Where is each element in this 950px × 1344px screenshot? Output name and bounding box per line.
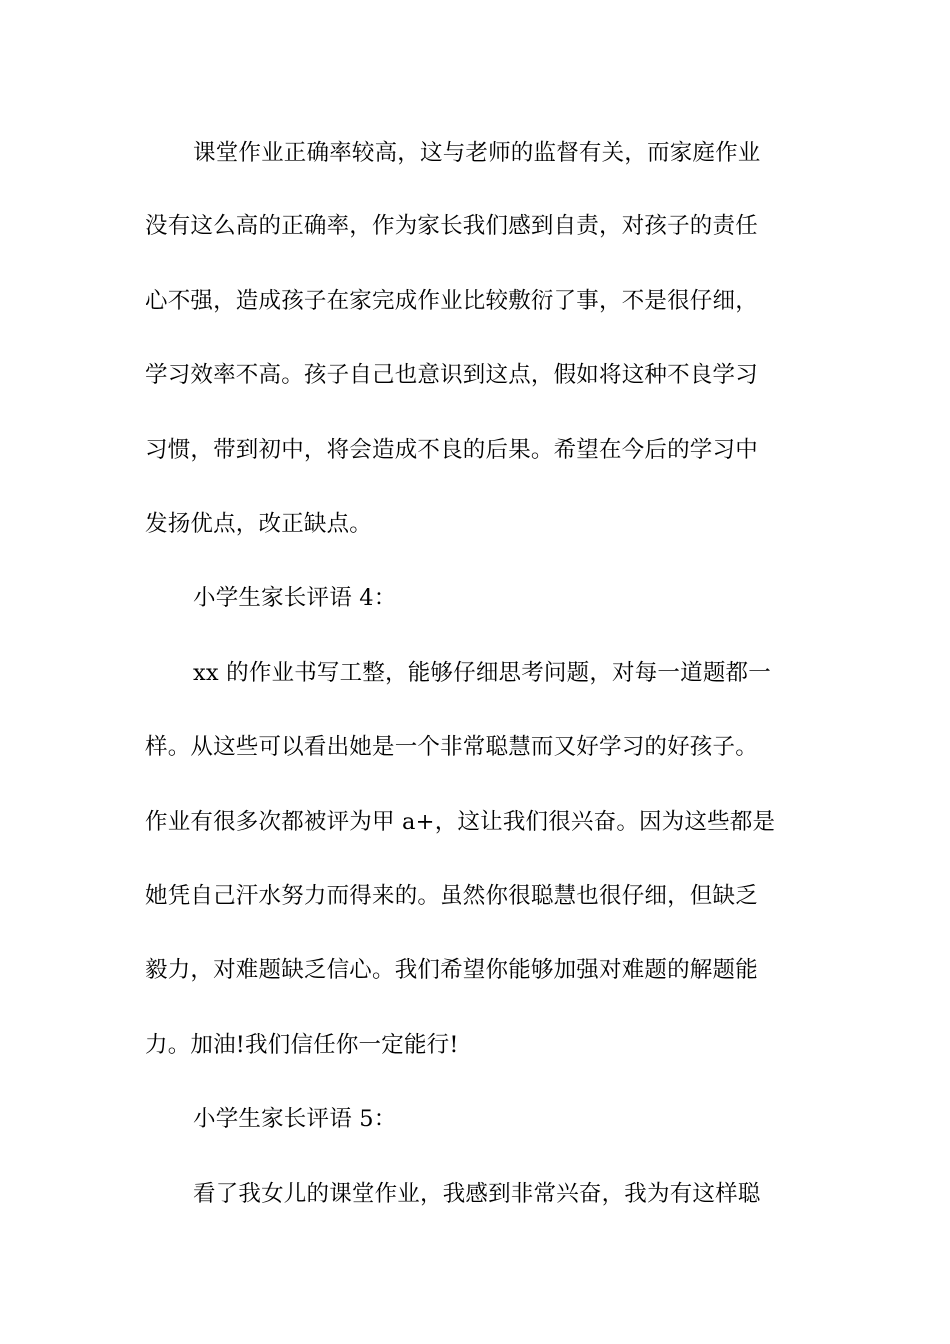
paragraph-line: 心不强，造成孩子在家完成作业比较敷衍了事，不是很仔细， (145, 288, 758, 314)
paragraph-line: 习惯，带到初中，将会造成不良的后果。希望在今后的学习中 (145, 437, 758, 463)
section-heading: 小学生家长评语 5： (193, 1106, 397, 1132)
section-heading: 小学生家长评语 4： (193, 585, 397, 611)
paragraph-line: 作业有很多次都被评为甲 a+，这让我们很兴奋。因为这些都是 (145, 809, 776, 835)
paragraph-line: xx 的作业书写工整，能够仔细思考问题，对每一道题都一 (193, 660, 771, 686)
paragraph-line: 课堂作业正确率较高，这与老师的监督有关，而家庭作业 (193, 140, 761, 166)
paragraph-line: 看了我女儿的课堂作业，我感到非常兴奋，我为有这样聪 (193, 1181, 761, 1207)
paragraph-line: 毅力，对难题缺乏信心。我们希望你能够加强对难题的解题能 (145, 957, 758, 983)
paragraph-line: 样。从这些可以看出她是一个非常聪慧而又好学习的好孩子。 (145, 734, 758, 760)
paragraph-line: 没有这么高的正确率，作为家长我们感到自责，对孩子的责任 (145, 213, 758, 239)
paragraph-line: 学习效率不高。孩子自己也意识到这点，假如将这种不良学习 (145, 362, 758, 388)
paragraph-line: 发扬优点，改正缺点。 (145, 511, 373, 537)
paragraph-line: 力。加油!我们信任你一定能行! (145, 1032, 459, 1058)
paragraph-line: 她凭自己汗水努力而得来的。虽然你很聪慧也很仔细，但缺乏 (145, 883, 758, 909)
